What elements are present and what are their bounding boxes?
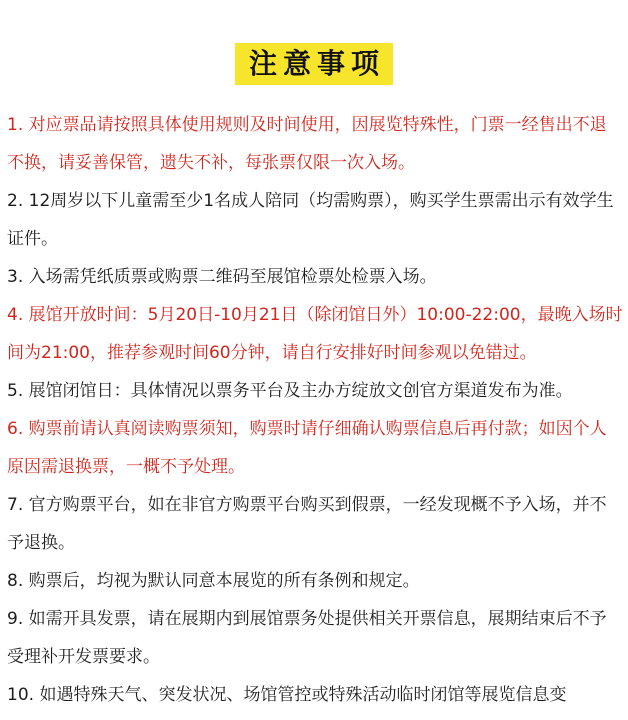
notice-item-5: 5. 展馆闭馆日：具体情况以票务平台及主办方绽放文创官方渠道发布为准。 [7, 381, 573, 401]
page-title: 注意事项 [235, 43, 393, 85]
notice-item-9: 9. 如需开具发票，请在展期内到展馆票务处提供相关开票信息，展期结束后不予受理补开发票要求。 [7, 609, 607, 667]
notice-item-3: 3. 入场需凭纸质票或购票二维码至展馆检票处检票入场。 [7, 267, 437, 287]
title-wrap [0, 43, 628, 85]
notice-list [7, 106, 623, 714]
notice-item-7: 7. 官方购票平台，如在非官方购票平台购买到假票，一经发现概不予入场，并不予退换。 [7, 495, 607, 553]
notice-item-2: 2. 12周岁以下儿童需至少1名成人陪同（均需购票），购买学生票需出示有效学生证件。 [7, 191, 614, 249]
notice-item-1: 1. 对应票品请按照具体使用规则及时间使用，因展览特殊性，门票一经售出不退不换，请妥善保管，遗失不补，每张票仅限一次入场。 [7, 115, 607, 173]
notice-item-4: 4. 展馆开放时间：5月20日-10月21日（除闭馆日外）10:00-22:00，最晚入场时间为21:00，推荐参观时间60分钟，请自行安排好时间参观以免错过。 [7, 305, 623, 363]
notice-item-8: 8. 购票后，均视为默认同意本展览的所有条例和规定。 [7, 571, 420, 591]
notice-item-10: 10. 如遇特殊天气、突发状况、场馆管控或特殊活动临时闭馆等展览信息变 [7, 685, 567, 705]
notice-item-6: 6. 购票前请认真阅读购票须知，购票时请仔细确认购票信息后再付款；如因个人原因需退换票，一概不予处理。 [7, 419, 607, 477]
